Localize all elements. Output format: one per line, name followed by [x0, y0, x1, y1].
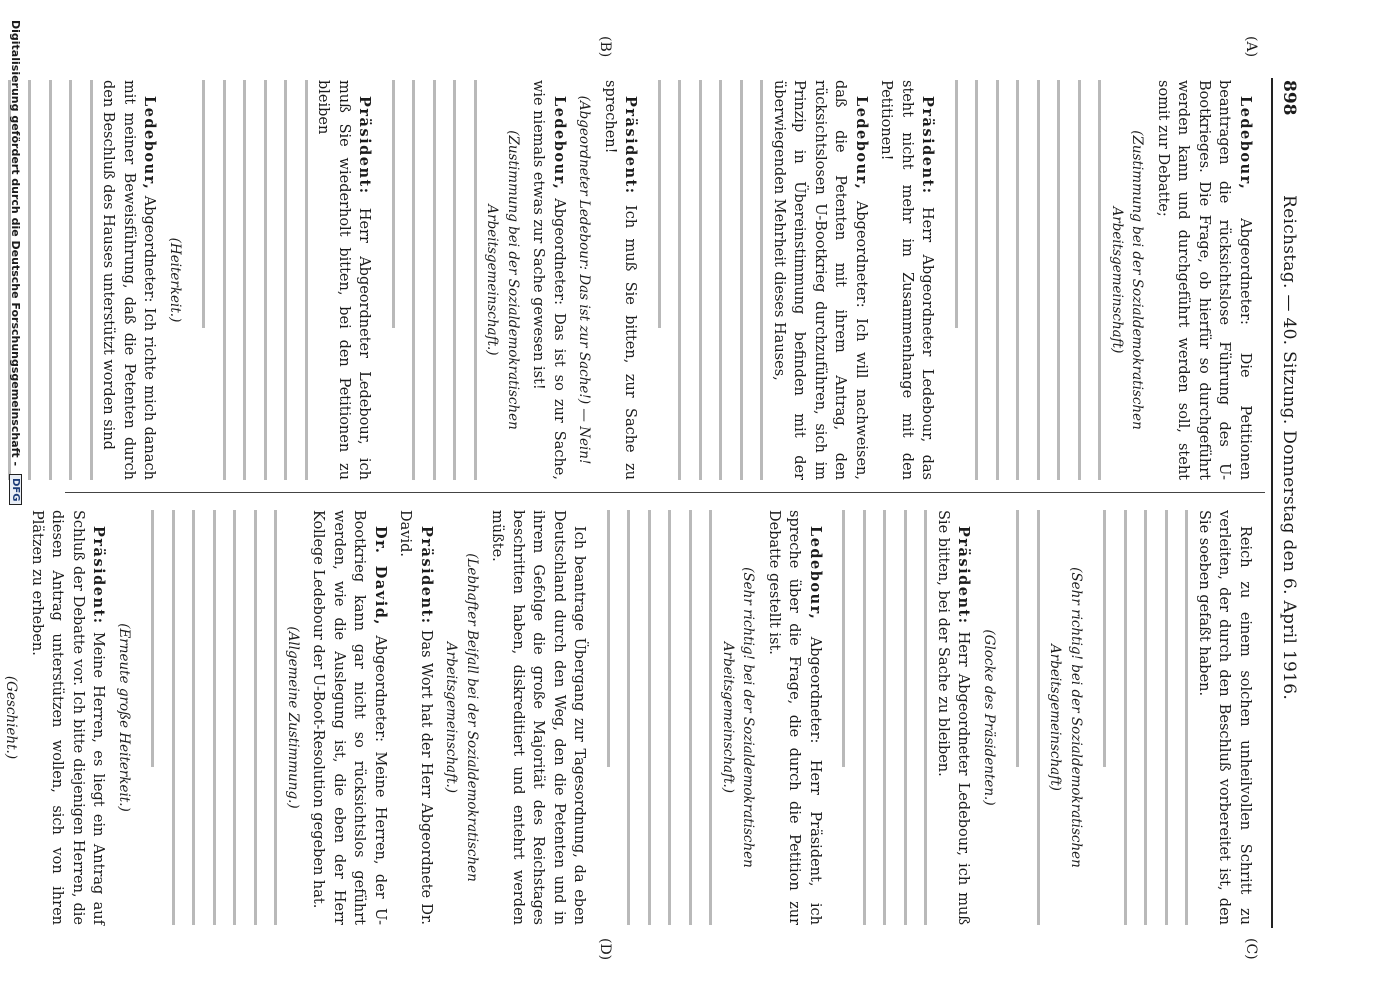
speaker-name: Dr. David,: [372, 526, 389, 626]
dfg-logo: DFG: [10, 474, 23, 505]
paragraph-text: Das Wort hat der Herr Abgeordnete Dr. David.: [397, 510, 434, 925]
speaker-name: Ledebour,: [853, 96, 870, 191]
interjection: (Lebhafter Beifall bei der Sozialdemokratischen Arbeitsgemeinschaft.): [443, 553, 480, 882]
page-number: 898: [1279, 80, 1299, 116]
paragraph-text: Herr Abgeordneter Ledebour, ich muß Sie bitten, bei der Sache zu bleiben.: [935, 510, 972, 926]
left-column: [70, 80, 1255, 480]
paragraph-text: Meine Herren, es liegt ein Antrag auf Schluß der Debatte vor. Ich bitte diejenigen Herren, die diesen Antrag unterstützen wollen, sich von ihren Plätzen zu erheben.: [29, 510, 107, 926]
interjection: (Zustimmung bei der Sozialdemokratischen Arbeitsgemeinschaft.): [484, 130, 521, 430]
paragraph-text: Ich muß Sie bitten, zur Sache zu sprechen!: [602, 80, 639, 480]
paragraph-text: Ich beantrage Übergang zur Tagesordnung, da eben Deutschland durch den Weg, den die Petenten und in ihrem Gefolge die große Majorität des Reichstages beschritten haben, diskreditiert und entehrt werden müßte.: [489, 510, 588, 925]
speaker-name: Präsident:: [622, 96, 640, 195]
margin-mark-b: (B): [597, 36, 613, 58]
speaker-name: Präsident:: [919, 96, 937, 195]
paragraph-text: Abgeordneter: Ich will nachweisen, daß die Petenten mit ihrem Antrag, den rücksichtslosen U-Bootkrieg durchzuführen, sich im Prinzip in Übereinstimmung befinden mit der überwiegenden Mehrheit dieses Hauses,: [771, 80, 869, 481]
paragraph: [1153, 80, 1256, 480]
interjection: (Zustimmung bei der Sozialdemokratischen Arbeitsgemeinschaft): [1109, 130, 1146, 430]
paragraph: [308, 510, 390, 925]
paragraph-text: Reich zu einem solchen unheilvollen Schritt zu verleiten, der durch den Beschluß vorbereitet ist, den Sie soeben gefaßt haben.: [1196, 510, 1253, 925]
speaker-name: Präsident:: [955, 526, 973, 625]
paragraph-text: Herr Abgeordneter Ledebour, das steht nicht mehr im Zusammenhange mit den Petitionen!: [878, 80, 936, 481]
paragraph: [487, 510, 590, 925]
illegible-text: [1104, 510, 1189, 925]
illegible-text: [1017, 510, 1041, 925]
paragraph: [1194, 510, 1256, 925]
interjection: (Heiterkeit.): [167, 237, 183, 323]
paragraph: [528, 80, 569, 480]
interjection: (Geschieht.): [3, 675, 20, 760]
header-rule: [1271, 78, 1273, 928]
paragraph: [98, 80, 160, 480]
right-column: [3, 510, 1255, 926]
illegible-text: [843, 510, 928, 925]
paragraph: [313, 80, 375, 480]
speaker-name: Ledebour,: [1237, 96, 1254, 191]
margin-mark-c: (C): [1243, 938, 1259, 960]
paragraph: [27, 510, 109, 925]
paragraph-text: Abgeordneter: Die Petitionen beantragen die rücksichtslose Führung des U-Bootkrieges. Die Frage, ob hierfür so durchgeführt werden kann und durchgeführt werden soll, steht somit zur Debatte;: [1155, 80, 1253, 480]
illegible-text: [955, 80, 1102, 480]
illegible-text: [152, 510, 278, 925]
interjection: (Glocke des Präsidenten.): [981, 629, 997, 806]
speaker-name: Präsident:: [90, 526, 108, 625]
page-header: [1269, 0, 1307, 1000]
paragraph: [933, 510, 974, 925]
paragraph: [600, 80, 641, 480]
credit-text: Digitalisierung gefördert durch die Deutsche Forschungsgemeinschaft -: [9, 20, 23, 467]
paragraph: [764, 510, 826, 925]
paragraph-text: Abgeordneter: Meine Herren, der U-Bootkrieg kann gar nicht so rücksichtslos geführt werden, wie die Auslegung ist, die eben der Herr Kollege Ledebour der U-Boot-Resolution gegeben hat.: [310, 510, 388, 926]
illegible-text: [392, 80, 477, 480]
paragraph-text: Herr Abgeordneter Ledebour, ich muß Sie wiederholt bitten, bei den Petitionen zu bleiben: [315, 80, 373, 481]
margin-mark-d: (D): [597, 938, 613, 961]
illegible-text: [658, 80, 764, 480]
illegible-text: [203, 80, 309, 480]
speaker-name: Präsident:: [418, 526, 435, 625]
digitization-credit: [2, 0, 30, 1000]
speaker-name: Ledebour,: [807, 526, 824, 621]
paragraph-text: Abgeordneter: Ich richte mich danach mit meiner Beweisführung, daß die Petenten durch den Beschluß des Hauses unterstützt worden sind: [100, 80, 158, 480]
paragraph: [395, 510, 436, 925]
paragraph-text: Abgeordneter: Herr Präsident, ich spreche über die Frage, die durch die Petition zur Debatte gestellt ist.: [766, 510, 823, 925]
paragraph: [769, 80, 872, 480]
interjection: (Abgeordneter Ledebour: Das ist zur Sache!) — Nein!: [576, 95, 593, 465]
illegible-text: [607, 510, 713, 925]
paragraph-text: Abgeordneter: Das ist so zur Sache, wie niemals etwas zur Sache gewesen ist!: [530, 80, 567, 480]
speaker-name: Präsident:: [356, 96, 374, 195]
speaker-name: Ledebour,: [141, 96, 159, 191]
interjection: (Erneute große Heiterkeit.): [116, 623, 132, 812]
column-rule: [65, 492, 1265, 493]
interjection: (Sehr richtig! bei der Sozialdemokratischen Arbeitsgemeinschaft): [1047, 567, 1084, 868]
margin-mark-a: (A): [1243, 36, 1259, 58]
running-title: Reichstag. — 40. Sitzung. Donnerstag den 6. April 1916.: [1279, 195, 1299, 701]
speaker-name: Ledebour,: [551, 96, 568, 191]
interjection: (Sehr richtig! bei der Sozialdemokratischen Arbeitsgemeinschaft.): [720, 567, 757, 868]
interjection: (Allgemeine Zustimmung.): [285, 626, 301, 809]
paragraph: [876, 80, 938, 480]
